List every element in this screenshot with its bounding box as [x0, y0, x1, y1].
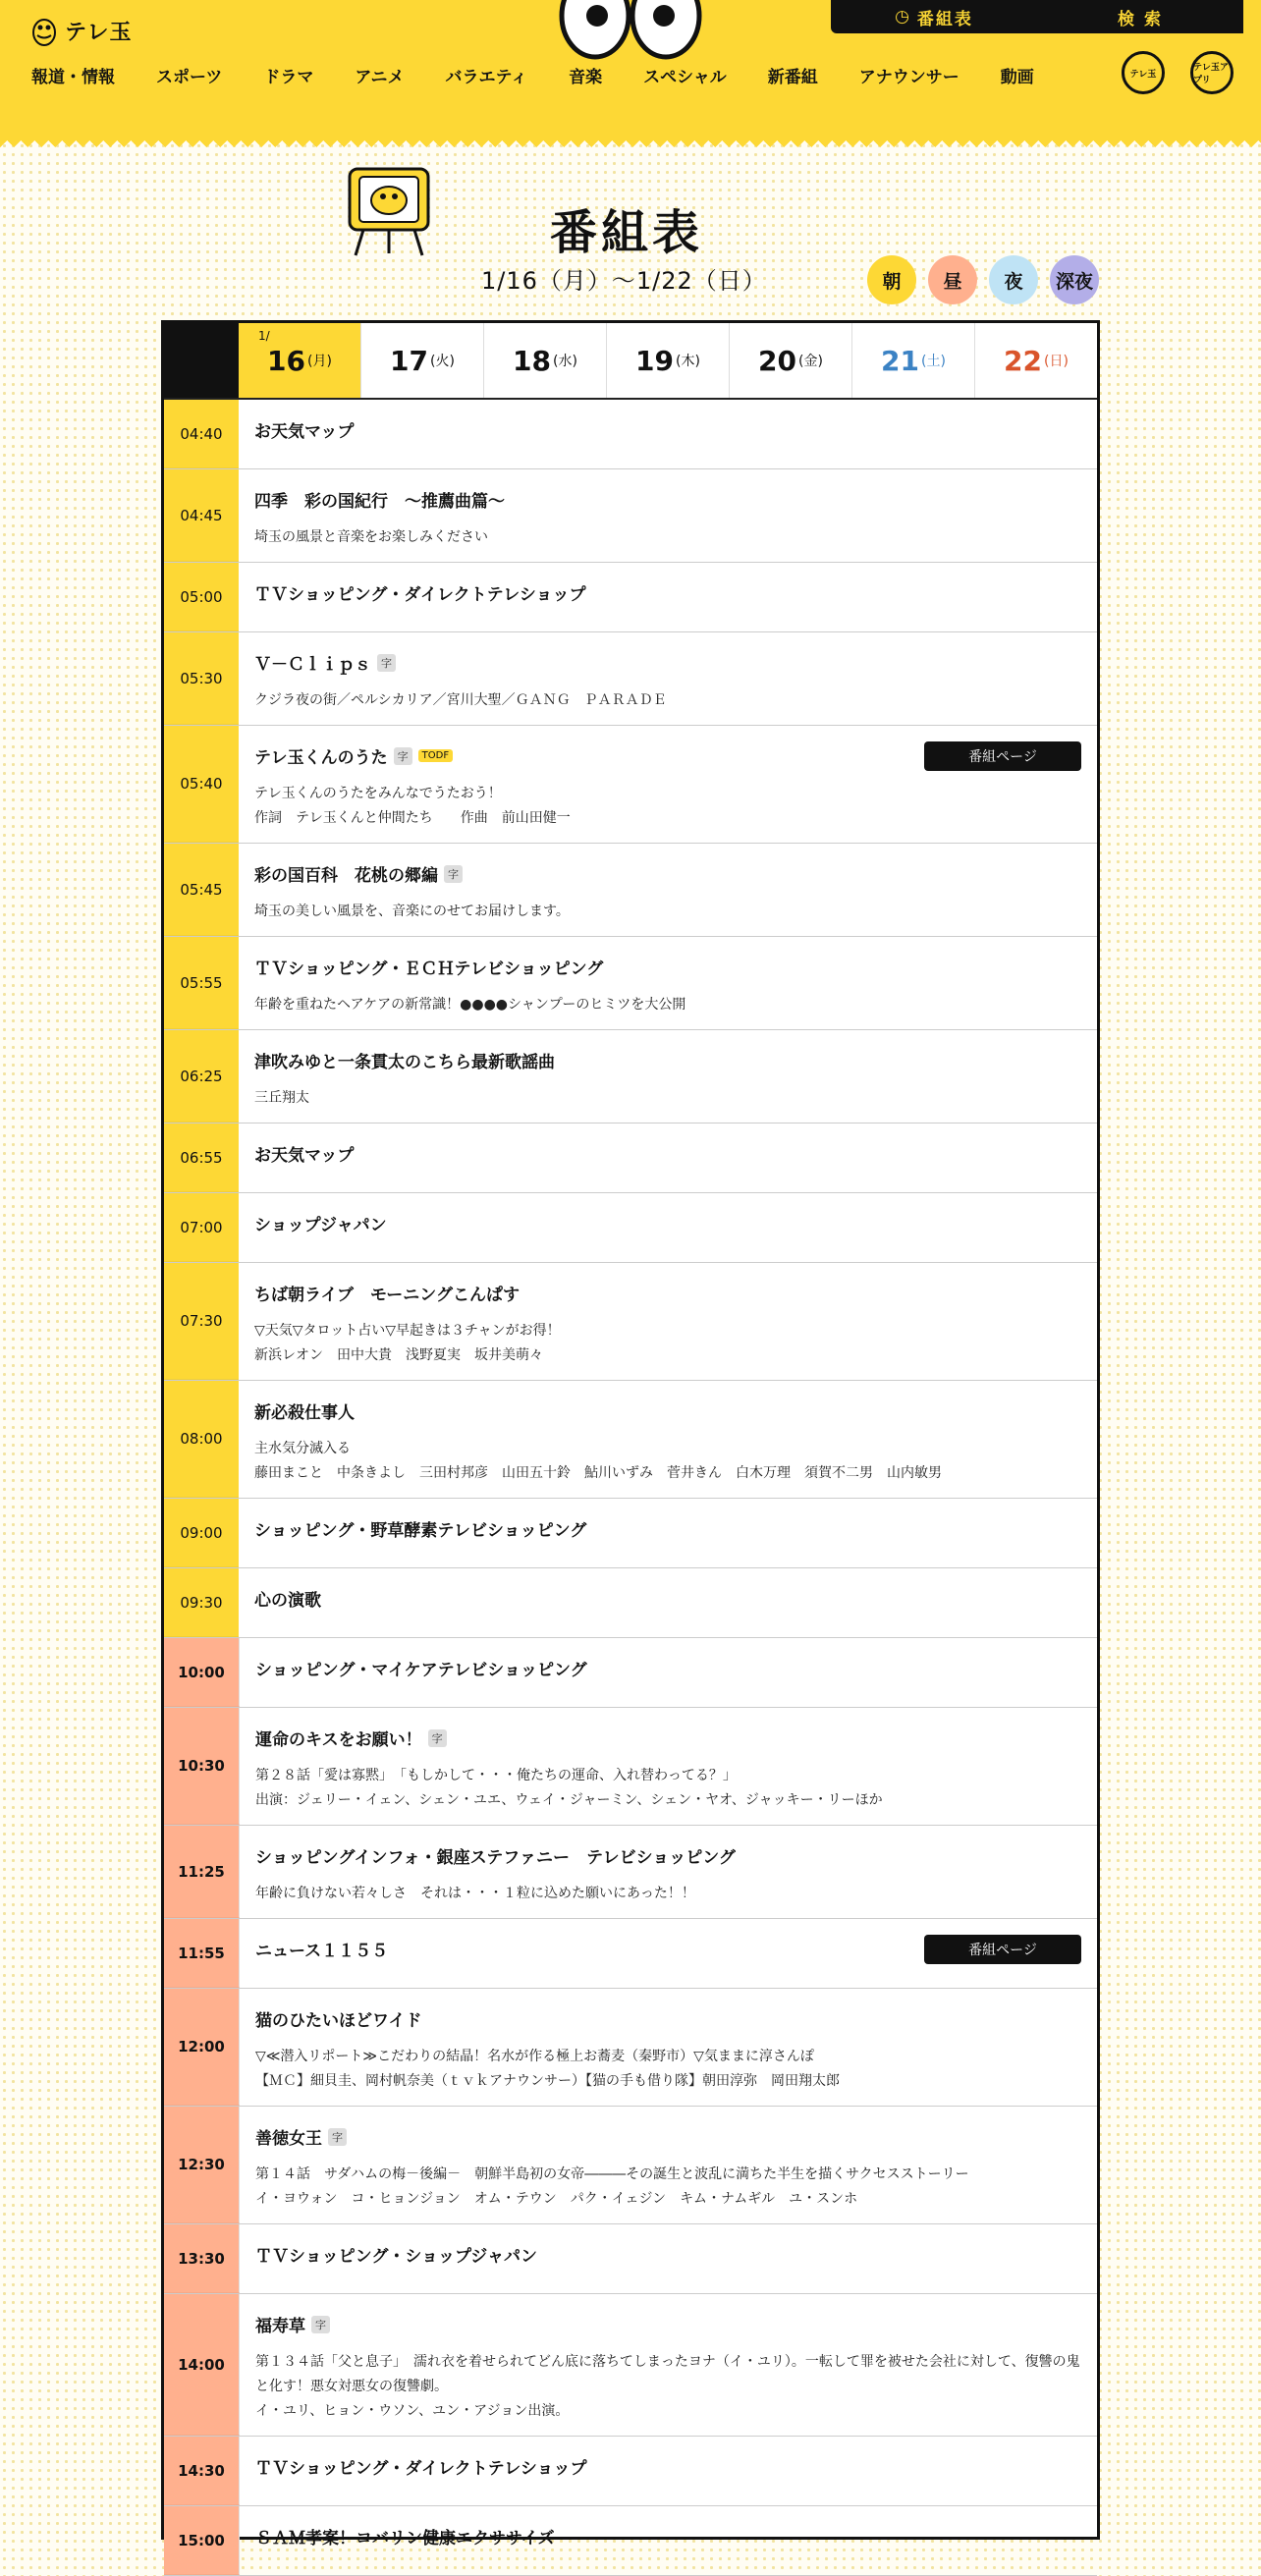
program-row[interactable]	[164, 1193, 1097, 1263]
clock-icon: ◷	[895, 7, 911, 27]
program-description: 第２８話「愛は寡黙」 「もしかして・・・俺たちの運命、入れ替わってる？」 出演：ジェリー・イェン、シェン・ユエ、ウェイ・ジャーミン、シェン・ヤオ、ジャッキー・リーほか	[255, 1768, 883, 1808]
program-description: テレ玉くんのうたをみんなでうたおう！ 作詞 テレ玉くんと仲間たち 作曲 前山田健一	[254, 786, 571, 826]
program-row[interactable]	[164, 1124, 1097, 1193]
program-title[interactable]: ＴＶショッピング・ダイレクトテレショップ	[255, 2459, 587, 2479]
program-title[interactable]: ショッピング・野草酵素テレビショッピング	[254, 1521, 587, 1541]
morning-button[interactable]: 朝	[867, 255, 916, 304]
program-time: 05:45	[164, 844, 239, 936]
day-tab-17[interactable]	[361, 323, 484, 398]
program-title[interactable]: ニュース１１５５	[255, 1942, 389, 1961]
page-title: 番組表	[550, 205, 704, 260]
program-time: 14:00	[164, 2294, 240, 2436]
program-cell	[240, 2107, 1097, 2223]
program-title[interactable]: 彩の国百科 花桃の郷編	[254, 866, 438, 886]
nav-anime[interactable]: アニメ	[355, 68, 405, 87]
day-header-corner	[164, 323, 239, 398]
program-title-row	[255, 2124, 1081, 2149]
program-title[interactable]: ショッピング・マイケアテレビショッピング	[255, 1661, 587, 1680]
program-description: 第１３４話「父と息子」 濡れ衣を着せられてどん底に落ちてしまったヨナ（イ・ユリ）。一転して罪を被せた会社に対して、復讐の鬼と化す！悪女対悪女の復讐劇。 イ・ユリ、ヒョン・ウソン、ユン・アジョン出演。	[255, 2354, 1080, 2419]
program-description: 主水気分滅入る 藤田まこと 中条きよし 三田村邦彦 山田五十鈴 鮎川いずみ 菅井きん 白木万理 須賀不二男 山内敏男	[254, 1441, 942, 1481]
day-number: 22	[1004, 344, 1043, 377]
program-description: 年齢を重ねたヘアケアの新常識！●●●●シャンプーのヒミツを大公開	[254, 997, 686, 1013]
subtitle-badge: 字	[311, 2316, 330, 2333]
program-row[interactable]	[164, 1826, 1097, 1919]
program-time: 14:30	[164, 2437, 240, 2505]
program-title-row	[254, 1048, 1081, 1072]
header-zigzag-divider	[0, 134, 1261, 147]
program-title[interactable]: ちば朝ライブ モーニングこんぱす	[254, 1286, 520, 1305]
program-page-button[interactable]: 番組ページ	[924, 741, 1081, 771]
day-number: 18	[513, 344, 552, 377]
program-description: 第１４話 サダハムの梅－後編－ 朝鮮半島初の女帝―――その誕生と波乱に満ちた半生を描くサクセスストーリー イ・ヨウォン コ・ヒョンジョン オム・テウン パク・イェジン キム・ナムギル ユ・スンホ	[255, 2166, 969, 2207]
program-title-row	[255, 2006, 1081, 2031]
site-header	[0, 0, 1261, 137]
nav-drama[interactable]: ドラマ	[263, 68, 314, 87]
subtitle-badge: 字	[394, 747, 412, 765]
program-row[interactable]	[164, 2107, 1097, 2224]
day-of-week: (水)	[553, 354, 577, 369]
program-title[interactable]: お天気マップ	[254, 1146, 355, 1166]
program-time: 10:00	[164, 1638, 240, 1707]
program-time: 09:30	[164, 1568, 239, 1637]
program-row[interactable]	[164, 2506, 1097, 2576]
program-cell	[239, 563, 1097, 631]
day-of-week: (日)	[1044, 354, 1069, 369]
program-cell	[239, 469, 1097, 562]
noon-button[interactable]: 昼	[928, 255, 977, 304]
program-cell	[239, 1124, 1097, 1192]
program-row[interactable]	[164, 1708, 1097, 1826]
tv-station-icon[interactable]: テレ玉	[1122, 51, 1165, 94]
program-time: 07:00	[164, 1193, 239, 1262]
program-title-row	[255, 1656, 1081, 1680]
program-row[interactable]	[164, 2294, 1097, 2437]
nav-news[interactable]: 報道・情報	[31, 68, 115, 87]
site-logo[interactable]	[29, 14, 133, 47]
program-cell	[240, 1919, 1097, 1988]
day-month: 1/	[258, 329, 270, 343]
program-time: 09:00	[164, 1499, 239, 1567]
program-description: 埼玉の風景と音楽をお楽しみください	[254, 529, 488, 545]
nav-new-programs[interactable]: 新番組	[767, 68, 818, 87]
program-title[interactable]: 新必殺仕事人	[254, 1403, 355, 1423]
time-of-day-buttons	[867, 255, 1099, 304]
program-title[interactable]: ショッピングインフォ・銀座ステファニー テレビショッピング	[255, 1848, 736, 1868]
program-description: クジラ夜の街／ペルシカリア／宮川大聖／ＧＡＮＧ ＰＡＲＡＤＥ	[254, 692, 667, 708]
day-tab-22[interactable]	[975, 323, 1097, 398]
subtitle-badge: 字	[377, 654, 396, 672]
program-row[interactable]	[164, 844, 1097, 937]
program-row[interactable]	[164, 563, 1097, 632]
program-title-row	[255, 1726, 1081, 1750]
program-row[interactable]	[164, 1381, 1097, 1499]
day-of-week: (金)	[798, 354, 823, 369]
program-row[interactable]	[164, 1638, 1097, 1708]
program-title-row	[254, 861, 1081, 886]
program-title-row	[255, 1843, 1081, 1868]
program-cell	[240, 1826, 1097, 1918]
nav-announcer[interactable]: アナウンサー	[858, 68, 959, 87]
program-row[interactable]	[164, 2437, 1097, 2506]
program-time: 07:30	[164, 1263, 239, 1380]
app-icon[interactable]: テレ玉アプリ	[1190, 51, 1234, 94]
program-time: 05:30	[164, 632, 239, 725]
search-link[interactable]: 検 索	[1118, 9, 1163, 29]
program-title-row	[254, 1586, 1081, 1611]
program-title[interactable]: 運命のキスをお願い！	[255, 1730, 422, 1750]
day-of-week: (木)	[676, 354, 700, 369]
day-tab-18[interactable]	[484, 323, 607, 398]
program-description: 三丘翔太	[254, 1090, 309, 1106]
schedule-table	[161, 320, 1100, 2549]
program-title-row	[254, 580, 1081, 605]
program-time: 04:40	[164, 400, 239, 468]
program-cell	[239, 726, 1097, 843]
program-row[interactable]	[164, 937, 1097, 1030]
tv-mascot-icon	[344, 165, 452, 263]
program-title[interactable]: テレ玉くんのうた	[254, 748, 388, 768]
nav-special[interactable]: スペシャル	[643, 68, 727, 87]
program-description: ▽≪潜入リポート≫こだわりの結晶！名水が作る極上お蕎麦（秦野市）▽気ままに淳さんぽ 【ＭＣ】細貝圭、岡村帆奈美（ｔｖｋアナウンサー）【猫の手も借り隊】朝田淳弥 岡田翔太郎	[255, 2049, 840, 2089]
main-nav	[29, 63, 1075, 87]
program-row[interactable]	[164, 1030, 1097, 1124]
program-title[interactable]: ＳＡＭ孝案！コバリン健康エクササイズ	[255, 2529, 555, 2549]
program-cell	[239, 1499, 1097, 1567]
program-time: 05:55	[164, 937, 239, 1029]
program-title[interactable]: Ｖ－Ｃｌｉｐｓ	[254, 655, 371, 675]
program-title[interactable]: ショップジャパン	[254, 1216, 387, 1235]
program-time: 05:00	[164, 563, 239, 631]
program-cell	[240, 2224, 1097, 2293]
day-of-week: (土)	[921, 354, 946, 369]
program-title-row	[254, 955, 1081, 979]
day-of-week: (月)	[307, 354, 332, 369]
program-title-row	[254, 1281, 1081, 1305]
program-title-row	[254, 650, 1081, 675]
program-cell	[239, 1263, 1097, 1380]
day-number: 21	[881, 344, 920, 377]
program-title[interactable]: 善徳女王	[255, 2129, 322, 2149]
program-cell	[239, 1193, 1097, 1262]
program-title-row	[255, 2454, 1081, 2479]
program-time: 12:30	[164, 2107, 240, 2223]
program-title-row	[255, 2312, 1081, 2336]
logo-text: テレ玉	[65, 20, 133, 45]
mascot-eyes-icon	[558, 0, 703, 61]
late-night-button[interactable]: 深夜	[1050, 255, 1099, 304]
program-title-row	[254, 1141, 1081, 1166]
program-title[interactable]: ＴＶショッピング・ショップジャパン	[255, 2247, 537, 2267]
program-time: 13:30	[164, 2224, 240, 2293]
day-tab-21[interactable]	[852, 323, 975, 398]
program-cell	[239, 400, 1097, 468]
program-time: 12:00	[164, 1989, 240, 2106]
program-cell	[239, 1030, 1097, 1123]
program-time: 11:55	[164, 1919, 240, 1988]
program-time: 08:00	[164, 1381, 239, 1498]
nav-sports[interactable]: スポーツ	[156, 68, 223, 87]
program-cell	[240, 1708, 1097, 1825]
program-cell	[239, 1381, 1097, 1498]
day-number: 19	[635, 344, 675, 377]
program-time: 11:25	[164, 1826, 240, 1918]
program-title-row	[255, 2524, 1081, 2549]
tere-tama-mascot-icon	[29, 14, 59, 47]
program-description: 年齢に負けない若々しさ それは・・・１粒に込めた願いにあった！！	[255, 1886, 695, 1901]
program-cell	[239, 937, 1097, 1029]
program-title-row	[254, 487, 1081, 512]
program-time: 05:40	[164, 726, 239, 843]
program-title[interactable]: 四季 彩の国紀行 ～推薦曲篇～	[254, 492, 505, 512]
program-time: 15:00	[164, 2506, 240, 2575]
program-time: 10:30	[164, 1708, 240, 1825]
day-of-week: (火)	[430, 354, 455, 369]
program-time: 04:45	[164, 469, 239, 562]
day-header-row	[164, 323, 1097, 400]
program-cell	[239, 844, 1097, 936]
program-row[interactable]	[164, 1263, 1097, 1381]
program-cell	[240, 1638, 1097, 1707]
top-utility-bar	[831, 0, 1243, 33]
program-description: 埼玉の美しい風景を、音楽にのせてお届けします。	[254, 904, 570, 919]
program-title-row	[254, 1211, 1081, 1235]
program-title-row	[254, 1398, 1081, 1423]
program-title[interactable]: 心の演歌	[254, 1591, 321, 1611]
day-number: 17	[390, 344, 429, 377]
day-tab-16[interactable]	[239, 323, 361, 398]
day-tab-19[interactable]	[607, 323, 730, 398]
program-list	[164, 400, 1097, 2576]
program-cell	[240, 2437, 1097, 2505]
date-range: 1/16（月）〜1/22（日）	[481, 267, 767, 295]
subtitle-badge: 字	[428, 1729, 447, 1747]
program-title[interactable]: 津吹みゆと一条貫太のこちら最新歌謡曲	[254, 1053, 555, 1072]
night-button[interactable]: 夜	[989, 255, 1038, 304]
program-page-button[interactable]: 番組ページ	[924, 1935, 1081, 1964]
schedule-link[interactable]: ◷ 番組表	[895, 7, 973, 29]
program-row[interactable]	[164, 1568, 1097, 1638]
program-row[interactable]	[164, 1499, 1097, 1568]
program-row[interactable]	[164, 726, 1097, 844]
program-row[interactable]	[164, 2224, 1097, 2294]
program-title[interactable]: 猫のひたいほどワイド	[255, 2011, 422, 2031]
program-title[interactable]: ＴＶショッピング・ダイレクトテレショップ	[254, 585, 586, 605]
program-time: 06:55	[164, 1124, 239, 1192]
program-row[interactable]	[164, 1919, 1097, 1989]
subtitle-badge: 字	[444, 865, 463, 883]
program-time: 06:25	[164, 1030, 239, 1123]
nav-icons	[1122, 51, 1234, 94]
program-cell	[240, 1989, 1097, 2106]
todf-badge: TODF	[418, 749, 453, 762]
program-title[interactable]: ＴＶショッピング・ＥＣＨテレビショッピング	[254, 959, 604, 979]
program-cell	[240, 2294, 1097, 2436]
nav-music[interactable]: 音楽	[569, 68, 603, 87]
subtitle-badge: 字	[328, 2128, 347, 2146]
program-description: ▽天気▽タロット占い▽早起きは３チャンがお得！ 新浜レオン 田中大貴 浅野夏実 坂井美萌々	[254, 1323, 561, 1363]
program-cell	[239, 632, 1097, 725]
program-title[interactable]: お天気マップ	[254, 422, 355, 442]
day-number: 16	[267, 344, 306, 377]
program-title-row	[255, 2242, 1081, 2267]
program-title-row	[254, 417, 1081, 442]
nav-video[interactable]: 動画	[1000, 68, 1034, 87]
program-cell	[239, 1568, 1097, 1637]
program-row[interactable]	[164, 400, 1097, 469]
nav-variety[interactable]: バラエティ	[445, 68, 528, 87]
program-row[interactable]	[164, 1989, 1097, 2107]
program-title-row	[254, 1516, 1081, 1541]
day-number: 20	[758, 344, 797, 377]
program-row[interactable]	[164, 632, 1097, 726]
program-row[interactable]	[164, 469, 1097, 563]
day-tab-20[interactable]	[730, 323, 852, 398]
program-title[interactable]: 福寿草	[255, 2317, 305, 2336]
program-cell	[240, 2506, 1097, 2575]
